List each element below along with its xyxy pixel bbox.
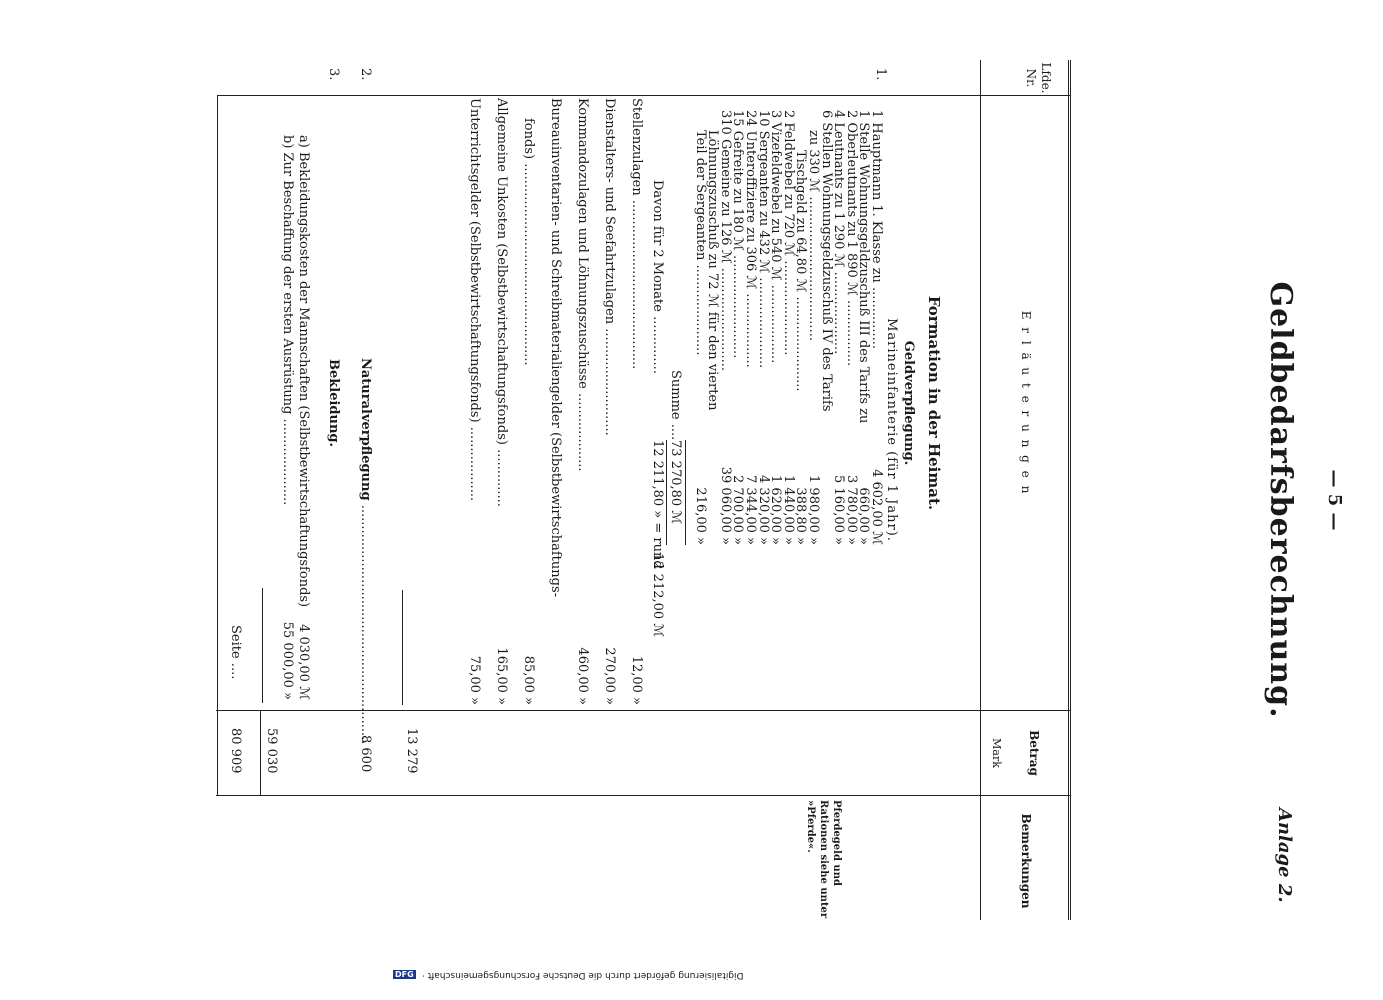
table-row-amount: 1 980,00 » [806,475,821,545]
table-row-text: 10 Sergeanten zu 432 ℳ ...................... [755,110,771,369]
davon-label: Davon für 2 Monate .............. [650,180,665,374]
table-row-amount: 3 780,00 » [843,475,859,545]
table-row-text: 2 Oberleutnants zu 1 890 ℳ ................ [843,110,859,367]
table-row-text: 24 Unteroffiziere zu 306 ℳ .................. [743,110,758,368]
table-row-text: Tischgeld zu 64,80 ℳ ....................... [793,150,809,392]
table-row-text: Bureauinventarien- und Schreibmaterialiengelder (Selbstbewirtschaftungs- [548,98,563,598]
table-row-text: 1 Stelle Wohnungsgeldzuschuß III des Tarifs zu [856,110,872,424]
table-row-text: fonds) ................................................. [521,118,536,366]
col-header-erlaeuterungen: E r l ä u t e r u n g e n [1019,310,1033,496]
col-header-nr: Lfde. Nr. [1024,62,1053,94]
remark-text: Pferdegeld und Rationen siehe unter »Pferde«. [805,800,842,919]
table-row-amount: 55 000,00 » [280,621,295,700]
table-header-line [980,60,981,920]
summe-rule-bottom [666,440,667,545]
table-row-amount: 39 060,00 » [717,466,733,545]
table-row-text: 2 Feldwebel zu 720 ℳ ....................... [780,110,796,356]
table-row-amount: 216,00 » [692,487,708,545]
naturalverpflegung-label [358,358,373,744]
row-nr-1: 1. [873,68,888,81]
naturalverpflegung-dots: .......................................................... [358,504,373,745]
dfg-logo: DFG [395,970,414,979]
col-divider-betrag [216,710,1071,711]
table-row-text: 1 Hauptmann 1. Klasse zu ............... [869,110,884,350]
table-row-amount: 1 440,00 » [780,475,796,545]
table-row-text: Kommandozulagen und Löhnungszuschüsse ................... [575,98,590,472]
table-row-text: Unterrichtsgelder (Selbstbewirtschaftungsfonds) .................. [467,98,482,502]
davon-rund: 12 212,00 ℳ [650,553,665,638]
annex-label: Anlage 2. [1274,808,1295,903]
davon-value: 12 211,80 » = rund [650,440,665,569]
table-row-text: b) Zur Beschaffung der ersten Ausrüstung ..................... [280,135,295,506]
row-nr-2: 2. [358,68,373,81]
col-header-betrag: Betrag [1027,730,1041,776]
seite-label: Seite .... [228,625,243,680]
page-number: — 5 — [1324,469,1345,531]
table-bottom-line [217,95,218,795]
table-row-text: Teil der Sergeanten ...................... [692,130,708,356]
betrag-1: 13 279 [404,728,419,774]
bekleidung-rule [262,588,263,703]
table-row-amount: 4 030,00 ℳ [296,624,311,700]
summe-value: 73 270,80 ℳ [668,440,683,525]
table-row-amount: 388,80 » [793,487,809,545]
table-row-amount: 12,00 » [629,655,644,705]
table-row-text: Allgemeine Unkosten (Selbstbewirtschaftungsfonds) .............. [494,98,509,507]
table-row-text: a) Bekleidungskosten der Mannschaften (Selbstbewirtschaftungsfonds) [296,135,311,608]
table-row-amount: 165,00 » [494,647,509,705]
footer-text: Digitalisierung gefördert durch die Deutsche Forschungsgemeinschaft · [421,970,744,980]
seite-value: 80 909 [228,728,243,774]
table-row-amount: 4 602,00 ℳ [869,469,884,545]
table-row-amount: 7 344,00 » [743,475,758,545]
table-row-amount: 460,00 » [575,647,590,705]
zulagen-rule [402,590,403,705]
table-row-text: zu 330 ℳ ................................... [806,130,821,341]
table-row-amount: 270,00 » [602,647,617,705]
table-row-amount: 85,00 » [521,655,536,705]
table-row-text: 3 Vizefeldwebel zu 540 ℳ ................... [768,110,784,364]
section-title: Formation in der Heimat. [925,295,943,511]
naturalverpflegung-text: Naturalverpflegung [358,358,373,501]
table-row-text: Löhnungszuschuß zu 72 ℳ für den vierten [705,130,721,411]
table-row-amount: 1 620,00 » [768,475,784,545]
betrag-3: 59 030 [264,728,279,774]
subsection-bekleidung: Bekleidung. [326,358,341,448]
document-title: Geldbedarfsberechnung. [1263,281,1298,719]
table-row-amount: 75,00 » [467,655,482,705]
table-row-text: 310 Gemeine zu 126 ℳ ......................... [717,110,733,372]
table-row-text: Stellenzulagen ......................................... [629,98,644,370]
seite-rule [260,710,261,795]
col-divider-bemerk [216,795,1071,796]
table-row-amount: 5 160,00 » [831,475,847,545]
col-header-bemerkungen: Bemerkungen [1019,813,1033,909]
table-row-amount: 660,00 » [856,487,872,545]
table-row-text: 15 Gefreite zu 180 ℳ ......................... [730,110,746,359]
summe-rule [685,440,686,545]
betrag-2: 8 600 [358,735,373,773]
summe-label: Summe .... [668,370,683,441]
table-row-text: Dienstalters- und Seefahrtzulagen .......................... [602,98,617,436]
table-top-double-line [1068,60,1071,920]
footer-credit [393,970,743,980]
row-nr-3: 3. [326,68,341,81]
table-row-text: 4 Leutnants zu 1 290 ℳ .................... [831,110,847,355]
col-header-mark: Mark [990,738,1003,768]
table-row-amount: 2 700,00 » [730,475,746,545]
table-row-amount: 4 320,00 » [755,475,771,545]
subsection-geldverpflegung: Geldverpflegung. [901,340,916,466]
table-row-text: 6 Stellen Wohnungsgeldzuschuß IV des Tarifs [818,110,834,412]
subsection-marineinfanterie: Marineinfanterie (für 1 Jahr). [884,318,899,542]
